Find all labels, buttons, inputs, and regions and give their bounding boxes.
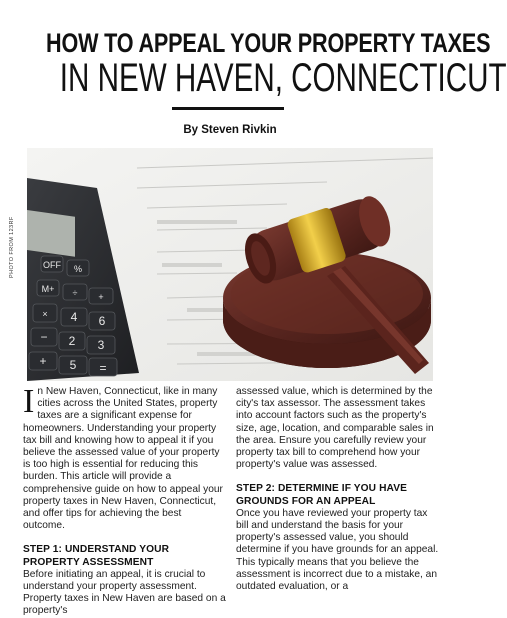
calc-key: 2	[68, 334, 76, 348]
article-title-line1: HOW TO APPEAL YOUR PROPERTY TAXES	[46, 28, 491, 58]
step2-heading: STEP 2: DETERMINE IF YOU HAVE GROUNDS FOR AN APPEAL	[236, 483, 408, 507]
intro-text: n New Haven, Connecticut, like in many cities across the United States, property taxes are a significant expense for homeowners. Understanding your property tax bill and knowing how to appeal it if you believe the assessed value of your property is too high is essential for reducing this burden. This article will provide a comprehensive guide on how to appeal your property taxes in New Haven, Connecticut, and offer tips for achieving the best outcome.	[23, 386, 223, 532]
calc-key: +	[39, 354, 47, 368]
drop-cap: I	[23, 383, 35, 420]
calc-key: %	[73, 264, 83, 274]
calc-key: −	[40, 330, 48, 344]
calc-key: =	[99, 361, 107, 375]
calc-key: +	[98, 292, 104, 302]
title-divider	[172, 107, 284, 110]
calc-key: ×	[42, 309, 48, 319]
photo-credit: PHOTO FROM 123RF	[9, 216, 15, 278]
calc-key: 4	[70, 310, 78, 324]
calc-key: 6	[98, 314, 106, 328]
calc-key: OFF	[43, 260, 61, 270]
article-column-2	[236, 386, 439, 593]
article-byline: By Steven Rivkin	[183, 124, 277, 136]
step1-heading: STEP 1: UNDERSTAND YOUR PROPERTY ASSESSMENT	[23, 544, 170, 568]
intro-paragraph	[23, 383, 226, 532]
calc-key: M+	[41, 284, 55, 294]
column2-text: assessed value, which is determined by the city's tax assessor. The assessment takes into account factors such as the property's size, age, location, and comparable sales in the area. Ensure you carefully review your property tax bill to comprehend how your property's value was assessed.	[236, 386, 434, 471]
calc-key: ÷	[72, 288, 78, 298]
gavel-calculator-illustration	[27, 148, 433, 381]
step1-text: Before initiating an appeal, it is crucial to understand your property assessment. Property taxes in New Haven are based on a property's	[23, 568, 226, 617]
article-column-1	[23, 383, 226, 618]
article-photo	[27, 148, 433, 381]
article-title-line2: IN NEW HAVEN, CONNECTICUT	[59, 56, 507, 100]
calc-key: 5	[69, 358, 77, 372]
calc-key: 3	[97, 338, 105, 352]
step2-text: Once you have reviewed your property tax bill and understand the basis for your property's assessed value, you should determine if you have grounds for an appeal. This typically means that you believe the assessment is incorrect due to a mistake, an outdated evaluation, or a	[236, 507, 439, 593]
